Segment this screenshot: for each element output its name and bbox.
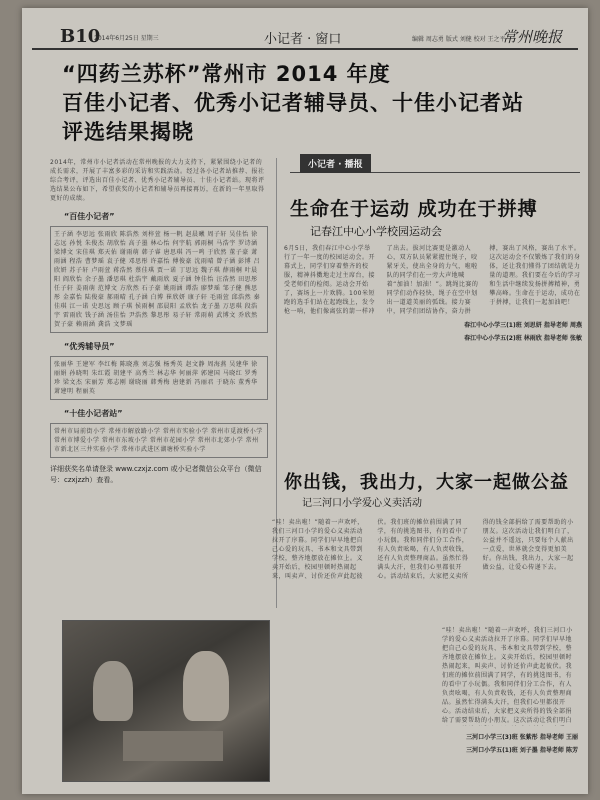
box-label-best-reporters: “百佳小记者”: [64, 212, 115, 221]
article1-title: 生命在于运动 成功在于拼搏: [290, 198, 538, 220]
award-list-column: [50, 158, 268, 610]
article1-body: [284, 244, 582, 414]
article2-text: “哇！卖出啦！”随着一声欢呼，我们三河口小学的爱心义卖活动拉开了序幕。同学们早早地把自己心爱的玩具、书本和文具带到学校，整齐地摆放在摊位上。义卖开始后，校园里顿时热闹起来，叫卖声、讨价还价声此起彼伏。我们班的摊位前围满了同学，有的挑选图书，有的看中了小玩偶。我和同伴们分工合作，有人负责吆喝，有人负责收钱，还有人负责整理商品。虽然忙得满头大汗，但我们心里都很开心。活动结束后，大家把义卖所得的钱全部捐给了需要帮助的小朋友。这次活动让我们明白了，公益并不遥远，只要每个人献出一点爱，世界就会变得更加美好。你出钱，我出力，大家一起做公益，让爱心传递下去。: [272, 519, 574, 580]
photo-figure-student: [183, 651, 229, 721]
article2-title: 你出钱，我出力，大家一起做公益: [284, 472, 569, 493]
section-tag-bar: [290, 154, 580, 173]
newspaper-page: [22, 8, 588, 794]
headline-line-2: 百佳小记者、优秀小记者辅导员、十佳小记者站: [62, 91, 524, 115]
article2-subtitle: 记三河口小学爱心义卖活动: [302, 498, 422, 509]
section-tag: 小记者 · 播报: [300, 154, 371, 173]
stations-names: 常州市局前街小学 常州市解放路小学 常州市实验小学 常州市觅渡桥小学 常州市博爱小学 常州市东坡小学 常州市花园小学 常州市北郊小学 常州市新北区三井实验小学 常州市武进区湖塘桥实验小学: [50, 423, 268, 458]
tutors-names: 张丽华 王建军 李红梅 陈晓燕 刘志强 杨秀英 赵文静 周海燕 吴建华 徐丽娟 孙晓明 朱红霞 胡建平 高秀兰 林志华 何丽萍 郭建国 马晓红 罗秀珍 梁文杰 宋丽芳 郑志刚 谢晓丽 韩秀梅 唐建新 冯丽君 于晓东 董秀华 萧建明 程丽英: [50, 356, 268, 400]
box-label-tutors: “优秀辅导员”: [64, 342, 115, 351]
article2-signature-2: 三河口小学五(1)班 刘子墨 指导老师 陈芳: [466, 747, 578, 754]
box-label-stations: “十佳小记者站”: [64, 409, 123, 418]
article1-subtitle: 记春江中心小学校园运动会: [310, 225, 442, 238]
main-headline: [62, 60, 562, 147]
article2-text-continued: “哇！卖出啦！”随着一声欢呼，我们三河口小学的爱心义卖活动拉开了序幕。同学们早早地把自己心爱的玩具、书本和文具带到学校，整齐地摆放在摊位上。义卖开始后，校园里顿时热闹起来，叫卖声、讨价还价声此起彼伏。我们班的摊位前围满了同学，有的挑选图书，有的看中了小玩偶。我和同伴们分工合作，有人负责吆喝，有人负责收钱，还有人负责整理商品。虽然忙得满头大汗，但我们心里都很开心。活动结束后，大家把义卖所得的钱全部捐给了需要帮助的小朋友。这次活动让我们明白: [442, 627, 573, 724]
paper-logo: 常州晚报: [502, 28, 563, 46]
award-intro-text: 2014年，常州市小记者活动在常州晚报的大力支持下，紧紧围绕小记者的成长需求，开展了丰富多彩的采访和实践活动。经过各小记者站推荐、报社综合考评，评选出百佳小记者、优秀小记者辅导员、十佳小记者站。现将评选结果公布如下，希望获奖的小记者和辅导员再接再厉，在新的一年里取得更好的成绩。: [50, 159, 265, 202]
article1-text: 6月5日，我们春江中心小学举行了一年一度的校园运动会。开幕式上，同学们穿着整齐的校服，精神抖擞地走过主席台，接受老师们的检阅。运动会开始了，赛场上一片欢腾。100米短跑的选手们站在起跑线上，发令枪一响，他们像离弦的箭一样冲了出去。拔河比赛更是激动人心，双方队员紧紧握住绳子，咬紧牙关，使出全身的力气，啦啦队的同学们在一旁大声地喊着“加油！加油！”。跳绳比赛的同学们动作轻快，绳子在空中划出一道道美丽的弧线。接力赛中，同学们团结协作，奋力拼搏，赛出了风格，赛出了水平。这次运动会不仅锻炼了我们的身体，还让我们懂得了团结就是力量的道理。我们要在今后的学习和生活中继续发扬拼搏精神，勇攀高峰。生命在于运动，成功在于拼搏，让我们一起加油吧！: [284, 245, 581, 315]
photo-table-items: [123, 731, 223, 761]
article2-body: [272, 518, 578, 780]
best-reporters-names: 王子涵 李思远 张雨欣 陈浩然 刘梓萱 杨一帆 赵晨曦 周子轩 吴佳怡 徐志远 孙悦 朱俊杰 胡欣怡 高子墨 林心怡 何宇航 郭雨桐 马浩宇 罗诗涵 梁博文 宋佳琪 郑天佑 谢雨萌 韩子睿 唐思琪 冯一鸣 于欣然 董子豪 萧雨涵 程浩 曹梦瑶 袁子健 邓思彤 许嘉怡 傅俊豪 沈雨晴 曾子涵 彭博 吕欣妍 苏子轩 卢雨萱 蒋浩然 蔡佳琪 贾一诺 丁思远 魏子琪 薛雨桐 叶晨阳 阎欣怡 余子墨 潘思琪 杜浩宇 戴雨欣 夏子涵 钟佳怡 汪浩然 田思彤 任子轩 姜雨萌 范博文 方欣然 石子豪 姚雨涵 谭浩 廖梦瑶 邹子健 熊思彤 金嘉怡 陆俊豪 郝雨晴 孔子涵 白博 崔欣妍 康子轩 毛雨萱 邱浩然 秦佳琪 江一诺 史思远 顾子琪 侯雨桐 邵晨阳 孟欣怡 龙子墨 万思琪 段浩宇 雷雨欣 钱子涵 汤佳怡 尹浩然 黎思彤 易子轩 常雨萌 武博文 乔欣然 贺子豪 赖雨涵 龚浩 文梦瑶: [50, 226, 268, 333]
issue-date: 2014年6月25日 星期三: [94, 35, 159, 42]
news-photo: [62, 620, 270, 782]
article1-signature-2: 春江中心小学五(2)班 林雨欣 指导老师 张敏: [464, 335, 582, 342]
headline-line-1: “四药兰苏杯”常州市 2014 年度: [62, 62, 391, 86]
award-footnote: 详细获奖名单请登录 www.czxjz.com 或小记者微信公众平台（微信号：czxjzzh）查看。: [50, 465, 262, 484]
article2-signature-1: 三河口小学三(3)班 张紫彤 指导老师 王丽: [466, 734, 578, 741]
page-number: B10: [60, 26, 101, 47]
headline-line-3: 评选结果揭晓: [62, 120, 194, 144]
editor-credits: 编辑 周志勇 版式 刘健 校对 王之平: [412, 36, 506, 43]
article1-signature-1: 春江中心小学三(1)班 刘思妍 指导老师 周燕: [464, 322, 582, 329]
photo-figure-child: [93, 661, 133, 721]
page-header: [32, 26, 578, 50]
section-title: 小记者 · 窗口: [264, 32, 342, 47]
